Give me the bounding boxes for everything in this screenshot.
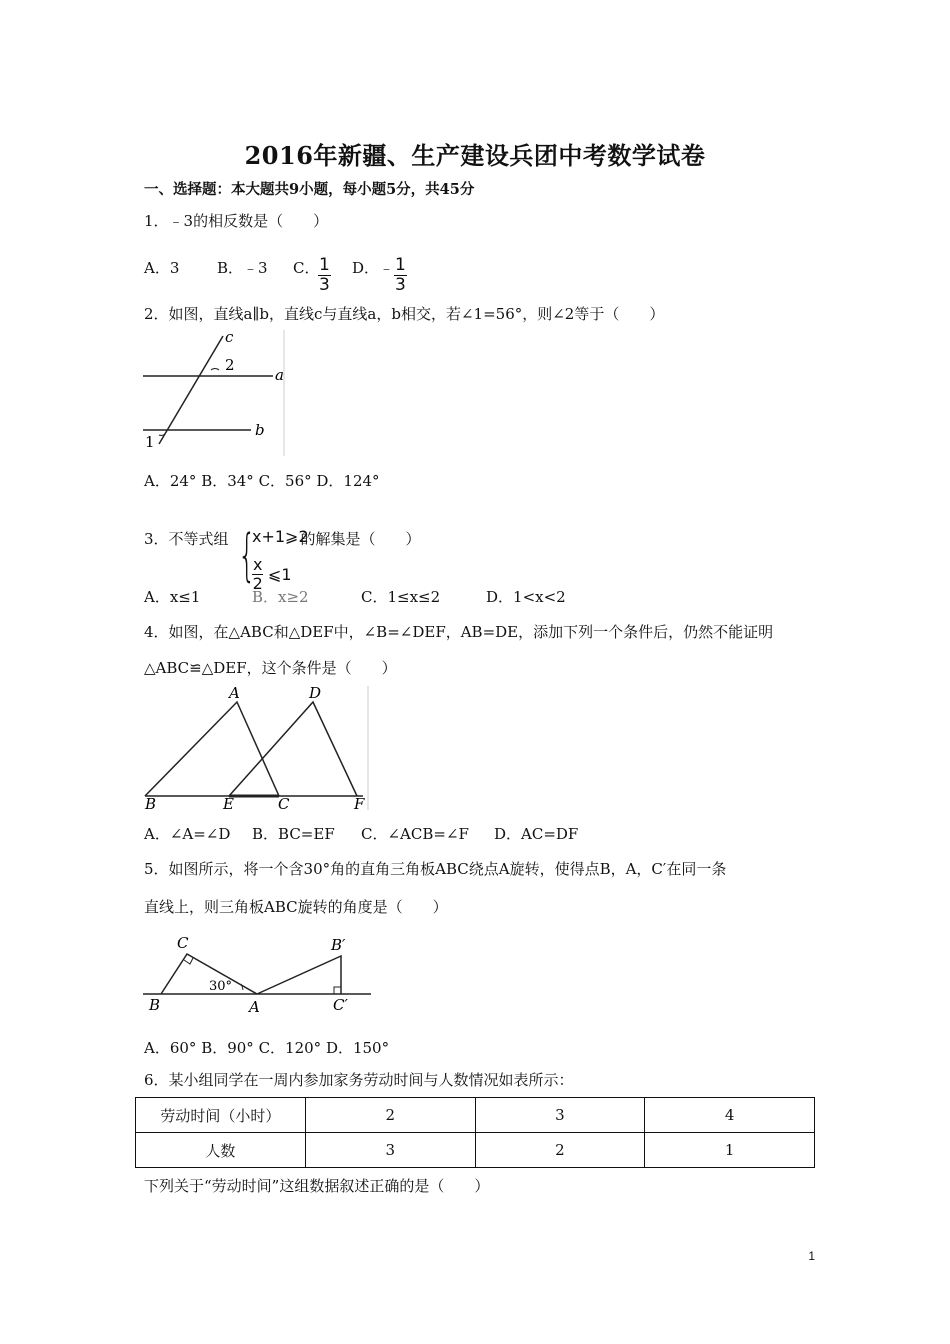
section-heading: 一、选择题：本大题共9小题，每小题5分，共45分 <box>144 181 475 198</box>
label-a: a <box>275 366 284 384</box>
table-row <box>136 1133 815 1168</box>
label-30-degrees: 30° <box>209 979 233 994</box>
label-c: c <box>225 330 234 346</box>
question-3-option-d: D．1<x<2 <box>486 588 566 606</box>
question-3-stem: 3．不等式组 的解集是（ ） <box>144 530 421 548</box>
table-cell: 1 <box>645 1133 815 1168</box>
question-4-stem-line1: 4．如图，在△ABC和△DEF中，∠B=∠DEF，AB=DE，添加下列一个条件后，仍然不能证明 <box>144 623 774 641</box>
angle-1-arc <box>159 434 165 435</box>
brace-icon: { <box>238 523 256 588</box>
question-6-stem: 6．某小组同学在一周内参加家务劳动时间与人数情况如表所示： <box>144 1071 574 1089</box>
question-3-option-c: C．1≤x≤2 <box>361 588 441 606</box>
label-E: E <box>223 795 234 812</box>
label-C: C <box>177 934 189 952</box>
question-3-option-a: A．x≤1 <box>144 588 201 606</box>
question-5-options: A．60° B．90° C．120° D．150° <box>144 1039 390 1057</box>
label-F: F <box>354 795 365 812</box>
table-cell: 4 <box>645 1098 815 1133</box>
question-1-option-d: D．﹣ <box>352 259 395 277</box>
question-4-figure <box>143 684 373 812</box>
inequality-2-relation: ⩽1 <box>268 565 292 584</box>
label-angle-1: 1 <box>145 433 155 451</box>
question-4-stem-line2: △ABC≌△DEF，这个条件是（ ） <box>144 659 397 677</box>
triangle-ab2c2 <box>257 956 341 994</box>
label-B-prime: B′ <box>331 936 346 954</box>
angle-2-arc <box>211 368 219 370</box>
label-B: B <box>145 795 157 812</box>
line-c <box>159 336 223 444</box>
inequality-1: x+1⩾2 <box>252 527 309 546</box>
label-A: A <box>249 998 260 1014</box>
table-cell: 2 <box>305 1098 475 1133</box>
page-number: 1 <box>808 1249 815 1263</box>
question-4-option-b: B．BC=EF <box>252 825 335 843</box>
table-row <box>136 1098 815 1133</box>
question-4-option-c: C．∠ACB=∠F <box>361 825 469 843</box>
right-angle-mark-c2 <box>334 987 341 994</box>
question-4-option-d: D．AC=DF <box>494 825 579 843</box>
label-C-prime: C′ <box>333 996 348 1014</box>
question-1-option-c: C． <box>293 259 320 277</box>
question-1-option-a: A．3 <box>144 259 180 277</box>
table-cell: 3 <box>305 1133 475 1168</box>
label-C: C <box>278 795 290 812</box>
inequality-2-fraction: $\frac{x}{2}$ <box>252 555 263 593</box>
angle-30-arc <box>241 984 243 990</box>
label-b: b <box>255 421 265 439</box>
table-cell: 劳动时间（小时） <box>136 1098 306 1133</box>
question-5-figure <box>143 932 373 1014</box>
question-2-options: A．24° B．34° C．56° D．124° <box>144 472 380 490</box>
table-cell: 人数 <box>136 1133 306 1168</box>
triangle-abc <box>145 702 279 796</box>
table-cell: 2 <box>475 1133 645 1168</box>
question-4-option-a: A．∠A=∠D <box>144 825 231 843</box>
question-1-stem: 1．﹣3的相反数是（ ） <box>144 212 329 230</box>
page-title: 2016年新疆、生产建设兵团中考数学试卷 <box>244 141 706 170</box>
label-A: A <box>229 684 240 702</box>
question-6-table <box>135 1097 815 1168</box>
question-1-fraction-d: $\frac{1}{3}$ <box>395 255 406 295</box>
question-1-fraction-c: $\frac{1}{3}$ <box>319 255 330 295</box>
question-6-follow-up: 下列关于“劳动时间”这组数据叙述正确的是（ ） <box>144 1177 490 1195</box>
table-cell: 3 <box>475 1098 645 1133</box>
label-B: B <box>149 996 161 1014</box>
question-1-option-b: B．﹣3 <box>217 259 268 277</box>
question-5-stem-line2: 直线上，则三角板ABC旋转的角度是（ ） <box>144 898 448 916</box>
triangle-def <box>229 702 357 796</box>
label-angle-2: 2 <box>225 356 235 374</box>
question-3-option-b: B．x≥2 <box>252 588 309 606</box>
right-angle-mark-c <box>184 958 193 964</box>
question-5-stem-line1: 5．如图所示，将一个含30°角的直角三角板ABC绕点A旋转，使得点B，A，C′在同一条 <box>144 860 727 878</box>
question-2-stem: 2．如图，直线a∥b，直线c与直线a，b相交，若∠1=56°，则∠2等于（ ） <box>144 305 665 323</box>
label-D: D <box>309 684 322 702</box>
question-2-figure <box>143 330 288 456</box>
